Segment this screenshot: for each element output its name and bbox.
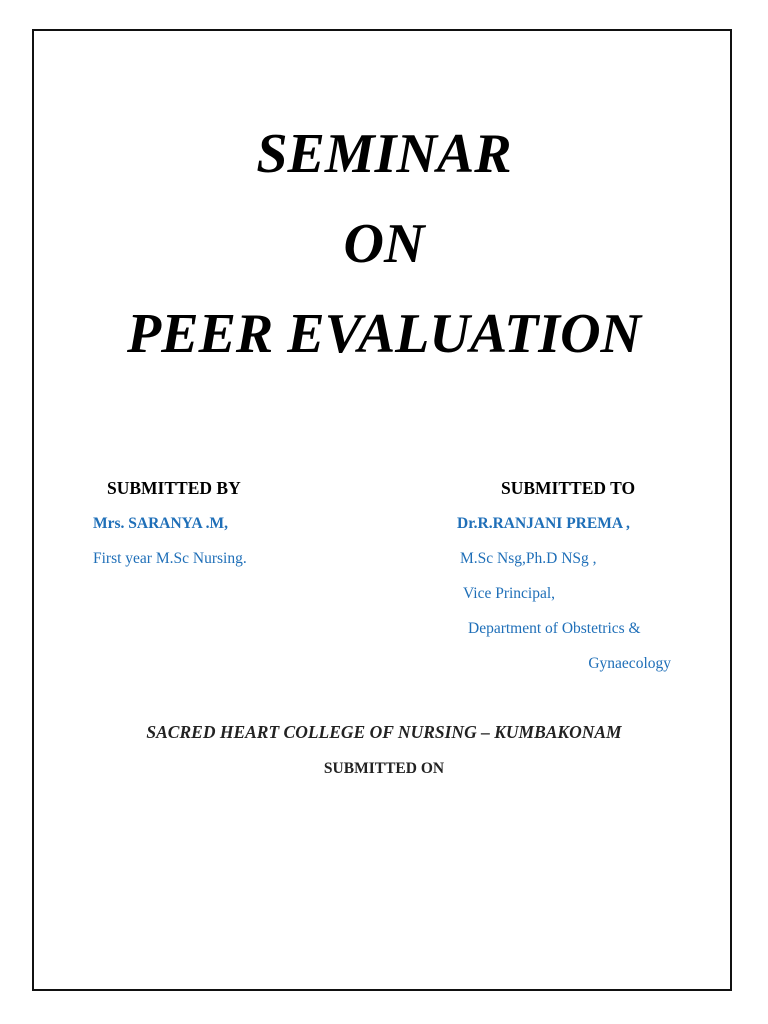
submitter-name: Mrs. SARANYA .M, [93,515,229,532]
recipient-designation: Vice Principal, [463,585,556,602]
recipient-department-line2: Gynaecology [588,655,671,672]
title-line-topic: PEER EVALUATION [127,303,641,365]
submitter-course: First year M.Sc Nursing. [93,550,247,567]
title-line-on: ON [343,213,425,275]
college-name: SACRED HEART COLLEGE OF NURSING – KUMBAKONAM [146,722,622,742]
submitted-by-heading: SUBMITTED BY [107,478,241,498]
recipient-department-line1: Department of Obstetrics & [468,620,641,637]
submitted-to-heading: SUBMITTED TO [501,478,636,498]
title-line-seminar: SEMINAR [256,123,512,185]
submitted-on-label: SUBMITTED ON [323,760,445,777]
recipient-name: Dr.R.RANJANI PREMA , [457,515,630,532]
recipient-qualification: M.Sc Nsg,Ph.D NSg , [460,550,597,567]
